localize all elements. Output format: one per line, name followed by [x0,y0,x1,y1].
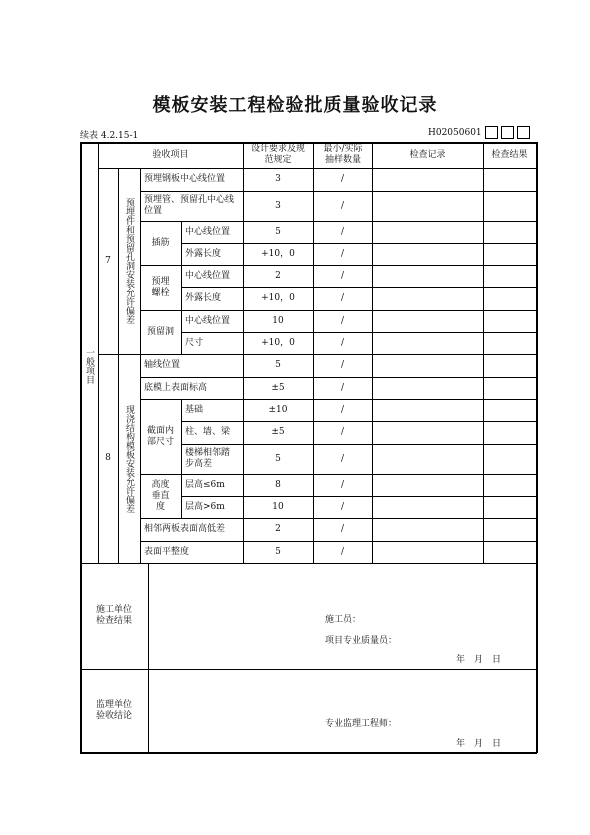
item-8-number: 8 [105,453,111,463]
row-name: 轴线位置 [144,360,181,370]
code-box[interactable] [485,126,498,139]
design-value: ±5 [271,382,285,393]
header-sample: 最小/实际抽样数量 [323,144,363,165]
item-7-category: 预埋件和预留孔洞安装允许偏差 [124,198,134,324]
form-code-area [428,126,530,139]
sample-value: / [340,226,345,237]
design-value: 10 [272,501,284,512]
code-box[interactable] [501,126,514,139]
row-name: 中心线位置 [185,315,231,326]
item-8-category: 现浇结构模板安装允许偏差 [124,404,134,513]
sample-value: / [340,524,345,534]
design-value: 3 [275,174,281,184]
construction-date: 年 月 日 [456,655,502,665]
header-record: 检查记录 [409,149,446,160]
design-value: 5 [275,360,281,370]
design-value: 5 [275,226,281,237]
sample-value: / [340,479,345,490]
row-name: 外露长度 [185,248,222,259]
sample-value: / [340,293,345,303]
sample-value: / [340,360,345,370]
design-value: ±5 [271,427,285,437]
construction-label: 施工单位检查结果 [95,605,132,626]
design-value: 3 [275,200,281,211]
form-code: H02050601 [428,127,482,138]
row-name: 预埋管、预留孔中心线位置 [144,195,235,216]
design-value: 8 [275,479,281,490]
sample-value: / [340,453,345,464]
row-name: 表面平整度 [144,546,190,557]
sample-value: / [340,404,345,415]
table-number: 续表 4.2.15-1 [80,131,139,141]
page-title: 模板安装工程检验批质量验收记录 [152,95,438,116]
header-result: 检查结果 [491,149,528,160]
group-label: 高度垂直度 [151,479,170,512]
sample-value: / [340,546,345,557]
row-name: 基础 [185,404,204,415]
sample-value: / [340,315,345,326]
sample-value: / [340,501,345,512]
design-value: 2 [275,270,281,281]
design-value: 5 [275,546,281,557]
design-value: +10，0 [261,248,295,259]
code-box[interactable] [517,126,530,139]
supervision-date: 年 月 日 [456,739,502,749]
header-design: 设计要求及规范规定 [251,144,306,165]
row-name: 楼梯相邻踏步高差 [185,448,231,469]
row-name: 柱、墙、梁 [185,427,231,437]
row-name: 相邻两板表面高低差 [144,524,226,534]
construction-worker-label: 施工员： [325,615,362,625]
general-items-label: 一般项目 [84,347,94,384]
design-value: 5 [275,453,281,464]
row-name: 中心线位置 [185,226,231,237]
group-label: 预留洞 [146,326,174,337]
sample-value: / [340,200,345,211]
sample-value: / [340,248,345,259]
sample-value: / [340,337,345,348]
supervising-engineer-label: 专业监理工程师： [325,719,398,729]
quality-inspector-label: 项目专业质量员： [325,636,398,646]
sample-value: / [340,174,345,184]
row-name: 底模上表面标高 [144,382,208,393]
item-7-number: 7 [105,255,111,266]
row-name: 层高≤6m [185,479,225,490]
design-value: 2 [275,524,281,534]
group-label: 插筋 [151,237,170,248]
row-name: 层高>6m [185,501,225,512]
group-label: 预埋螺栓 [151,276,170,298]
supervision-label: 监理单位验收结论 [95,700,132,721]
row-name: 外露长度 [185,293,222,303]
row-name: 尺寸 [185,337,204,348]
row-name: 中心线位置 [185,270,231,281]
design-value: +10，0 [261,337,295,348]
sample-value: / [340,427,345,437]
design-value: ±10 [268,404,288,415]
design-value: +10，0 [261,293,295,303]
sample-value: / [340,382,345,393]
group-label: 截面内部尺寸 [146,425,174,447]
sample-value: / [340,270,345,281]
header-item: 验收项目 [152,149,189,160]
row-name: 预埋钢板中心线位置 [144,174,226,184]
design-value: 10 [272,315,284,326]
